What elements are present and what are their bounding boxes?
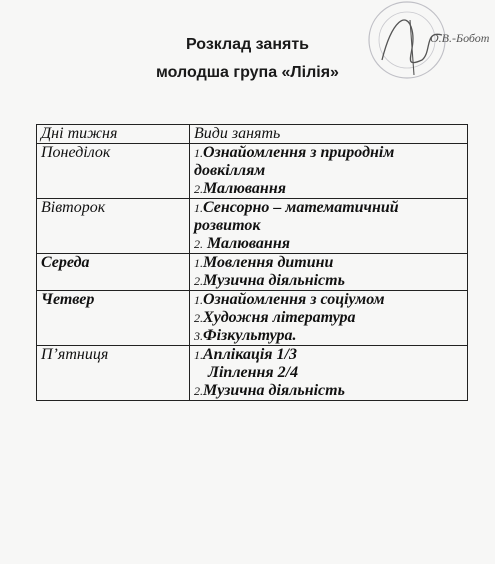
list-item: 2.Художня література (194, 309, 356, 326)
list-item: 1.Ознайомлення з соціумом (194, 291, 385, 308)
activities-friday (190, 346, 468, 401)
table-row (37, 346, 468, 401)
list-item: 1.Сенсорно – математичний розвиток (194, 199, 399, 234)
list-item: 1.Аплікація 1/3 (194, 346, 297, 363)
svg-text:О.В.-Бобот: О.В.-Бобот (430, 31, 490, 45)
list-item: 1.Ознайомлення з природнім довкіллям (194, 144, 395, 179)
day-friday: П’ятниця (37, 346, 190, 401)
activities-monday (190, 144, 468, 199)
activities-tuesday (190, 199, 468, 254)
day-wednesday: Середа (37, 254, 190, 291)
activities-wednesday (190, 254, 468, 291)
header-days: Дні тижня (37, 125, 190, 144)
approval-stamp-signature (352, 0, 495, 100)
header-activities: Види занять (190, 125, 468, 144)
list-item: 2.Музична діяльність (194, 382, 345, 399)
day-monday: Понеділок (37, 144, 190, 199)
list-item: 2.Музична діяльність (194, 272, 345, 289)
list-item: Ліплення 2/4 (208, 364, 299, 381)
table-row (37, 199, 468, 254)
document-subtitle: молодша група «Лілія» (156, 64, 339, 81)
table-header-row (37, 125, 468, 144)
list-item: 2.Малювання (194, 180, 286, 197)
list-item: 1.Мовлення дитини (194, 254, 334, 271)
list-item: 2. Малювання (194, 235, 290, 252)
schedule-table (36, 124, 468, 401)
document-title: Розклад занять (186, 36, 309, 53)
table-row (37, 254, 468, 291)
table-row (37, 144, 468, 199)
table-row (37, 291, 468, 346)
day-thursday: Четвер (37, 291, 190, 346)
list-item: 3.Фізкультура. (194, 327, 297, 344)
activities-thursday (190, 291, 468, 346)
day-tuesday: Вівторок (37, 199, 190, 254)
